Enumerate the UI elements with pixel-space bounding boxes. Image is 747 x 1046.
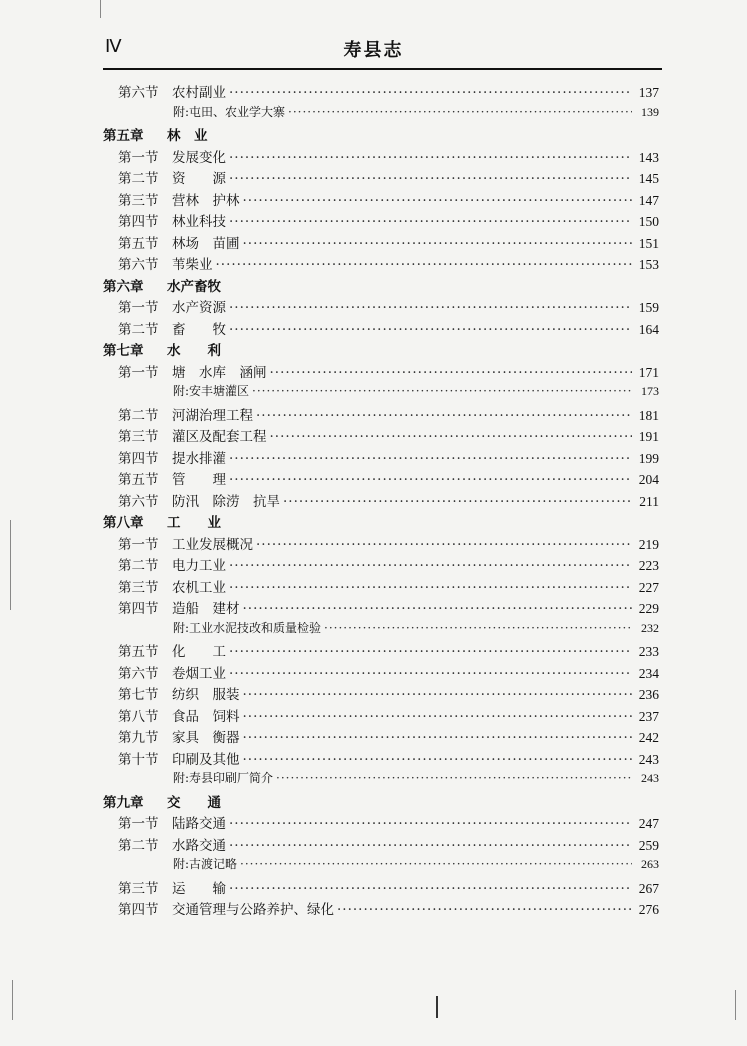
toc-page: 204 — [638, 472, 659, 487]
toc-page: 234 — [638, 665, 659, 681]
toc-number: 第十节 — [118, 751, 159, 768]
toc-page: 150 — [638, 214, 659, 229]
toc-number: 第二节 — [118, 407, 159, 424]
toc-title: 交通管理与公路养护、绿化 — [172, 902, 334, 918]
toc-page: 236 — [638, 687, 659, 702]
toc-chapter — [103, 339, 659, 361]
toc-title: 河湖治理工程 — [172, 407, 253, 424]
toc-chapter — [103, 275, 659, 297]
toc-number: 第九章 — [103, 794, 144, 811]
scan-mark-left-bottom — [12, 980, 13, 1020]
dot-leader — [229, 322, 632, 338]
toc-title: 造船 建材 — [172, 601, 240, 617]
toc-section — [103, 146, 659, 168]
toc-section — [103, 404, 659, 426]
scan-mark-left — [10, 520, 11, 610]
toc-section — [103, 834, 659, 856]
toc-page: 137 — [638, 85, 659, 100]
toc-page: 153 — [638, 257, 659, 272]
toc-title: 陆路交通 — [172, 816, 226, 832]
dot-leader — [270, 429, 633, 445]
toc-section — [103, 167, 659, 189]
toc-number: 第六节 — [118, 665, 159, 682]
toc-number: 第六节 — [118, 493, 159, 510]
toc-section — [103, 597, 659, 619]
toc-section — [103, 296, 659, 318]
dot-leader — [283, 494, 632, 510]
toc-number: 第九节 — [118, 730, 159, 746]
toc-section — [103, 554, 659, 576]
toc-section — [103, 425, 659, 447]
toc-number: 第三节 — [118, 429, 159, 445]
dot-leader — [229, 214, 632, 230]
toc-title: 附:安丰塘灌区 — [173, 384, 250, 398]
toc-section — [103, 576, 659, 598]
toc-title: 林 业 — [167, 128, 208, 144]
toc-number: 第五节 — [118, 472, 159, 488]
dot-leader — [243, 601, 633, 617]
toc-page: 263 — [641, 857, 659, 871]
toc-title: 工 业 — [167, 515, 221, 531]
toc-title: 水产畜牧 — [167, 278, 221, 295]
toc-title: 运 输 — [172, 880, 226, 897]
toc-section — [103, 726, 659, 748]
toc-page: 242 — [638, 730, 659, 745]
toc-chapter — [103, 124, 659, 146]
toc-section — [103, 705, 659, 727]
toc-number: 第三节 — [118, 880, 159, 897]
toc-number: 第八章 — [103, 515, 144, 531]
dot-leader — [256, 408, 632, 424]
toc-page: 243 — [641, 771, 659, 785]
dot-leader — [229, 580, 632, 596]
toc-title: 电力工业 — [172, 558, 226, 574]
scan-mark-bottom — [436, 996, 438, 1018]
toc-title: 水路交通 — [172, 837, 226, 854]
dot-leader — [276, 771, 632, 785]
toc-page: 164 — [638, 321, 659, 337]
toc-section — [103, 898, 659, 920]
toc-page: 232 — [641, 620, 659, 635]
table-of-contents — [103, 81, 659, 920]
toc-number: 第一节 — [118, 536, 159, 553]
toc-page: 237 — [638, 708, 659, 724]
toc-number: 第三节 — [118, 579, 159, 596]
toc-title: 家具 衡器 — [172, 730, 240, 746]
toc-section — [103, 210, 659, 232]
toc-page: 151 — [638, 235, 659, 251]
page-number: Ⅳ — [105, 36, 122, 56]
toc-title: 附:寿县印刷厂简介 — [173, 771, 274, 785]
toc-number: 第三节 — [118, 192, 159, 209]
toc-title: 防汛 除涝 抗旱 — [172, 493, 280, 510]
toc-number: 第四节 — [118, 450, 159, 467]
toc-section — [103, 662, 659, 684]
dot-leader — [252, 384, 632, 398]
toc-number: 第一节 — [118, 149, 159, 166]
dot-leader — [288, 105, 632, 119]
toc-number: 第一节 — [118, 364, 159, 381]
dot-leader — [229, 666, 632, 682]
header-rule — [103, 68, 662, 70]
toc-number: 第五章 — [103, 128, 144, 144]
toc-title: 交 通 — [167, 794, 221, 811]
toc-number: 第六节 — [118, 257, 159, 273]
toc-number: 第一节 — [118, 300, 159, 316]
dot-leader — [229, 644, 632, 660]
dot-leader — [243, 752, 633, 768]
toc-page: 276 — [638, 902, 659, 917]
toc-number: 第四节 — [118, 214, 159, 230]
toc-title: 纺织 服装 — [172, 687, 240, 703]
toc-page: 173 — [641, 384, 659, 398]
toc-section — [103, 318, 659, 340]
toc-page: 229 — [638, 601, 659, 616]
toc-title: 附:古渡记略 — [173, 857, 238, 871]
dot-leader — [216, 257, 633, 273]
dot-leader — [243, 687, 633, 703]
dot-leader — [243, 193, 633, 209]
toc-appendix — [103, 855, 659, 877]
toc-page: 247 — [638, 816, 659, 831]
toc-section — [103, 361, 659, 383]
toc-section — [103, 447, 659, 469]
toc-section — [103, 683, 659, 705]
dot-leader — [229, 451, 632, 467]
dot-leader — [229, 558, 632, 574]
dot-leader — [229, 816, 632, 832]
toc-section — [103, 232, 659, 254]
toc-title: 林场 苗圃 — [172, 235, 240, 252]
dot-leader — [324, 621, 632, 635]
toc-appendix — [103, 103, 659, 125]
toc-title: 印刷及其他 — [172, 751, 240, 768]
dot-leader — [229, 85, 632, 101]
toc-title: 卷烟工业 — [172, 665, 226, 682]
toc-number: 第一节 — [118, 816, 159, 832]
dot-leader — [243, 236, 633, 252]
toc-title: 化 工 — [172, 644, 226, 660]
toc-page: 191 — [638, 429, 659, 444]
toc-number: 第二节 — [118, 558, 159, 574]
toc-number: 第四节 — [118, 601, 159, 617]
toc-page: 223 — [638, 558, 659, 573]
toc-page: 227 — [638, 579, 659, 595]
toc-title: 畜 牧 — [172, 321, 226, 338]
toc-title: 灌区及配套工程 — [172, 429, 267, 445]
toc-title: 发展变化 — [172, 149, 226, 166]
toc-page: 219 — [638, 536, 659, 552]
toc-number: 第五节 — [118, 235, 159, 252]
book-title: 寿县志 — [343, 40, 404, 61]
dot-leader — [229, 171, 632, 187]
toc-number: 第二节 — [118, 837, 159, 854]
toc-appendix — [103, 382, 659, 404]
toc-page: 267 — [638, 880, 659, 896]
toc-title: 苇柴业 — [172, 257, 213, 273]
toc-title: 水产资源 — [172, 300, 226, 316]
toc-chapter — [103, 791, 659, 813]
dot-leader — [243, 730, 633, 746]
dot-leader — [270, 365, 633, 381]
toc-appendix — [103, 619, 659, 641]
toc-number: 第二节 — [118, 171, 159, 187]
scan-mark-top — [100, 0, 101, 18]
dot-leader — [243, 709, 633, 725]
toc-section — [103, 640, 659, 662]
toc-title: 工业发展概况 — [172, 536, 253, 553]
toc-title: 管 理 — [172, 472, 226, 488]
dot-leader — [256, 537, 632, 553]
dot-leader — [240, 857, 632, 871]
toc-number: 第四节 — [118, 902, 159, 918]
toc-page: 181 — [638, 407, 659, 423]
toc-number: 第七章 — [103, 343, 144, 359]
dot-leader — [229, 838, 632, 854]
toc-title: 提水排灌 — [172, 450, 226, 467]
toc-number: 第五节 — [118, 644, 159, 660]
toc-number: 第六节 — [118, 85, 159, 101]
toc-section — [103, 812, 659, 834]
toc-title: 资 源 — [172, 171, 226, 187]
toc-section — [103, 468, 659, 490]
toc-section — [103, 877, 659, 899]
dot-leader — [229, 881, 632, 897]
dot-leader — [229, 150, 632, 166]
toc-page: 139 — [641, 104, 659, 119]
toc-title: 营林 护林 — [172, 192, 240, 209]
toc-title: 塘 水库 涵闸 — [172, 364, 267, 381]
toc-title: 附:屯田、农业学大寨 — [173, 104, 286, 119]
dot-leader — [229, 300, 632, 316]
toc-section — [103, 81, 659, 103]
toc-section — [103, 533, 659, 555]
toc-title: 农机工业 — [172, 579, 226, 596]
toc-section — [103, 490, 659, 512]
toc-number: 第二节 — [118, 321, 159, 338]
toc-chapter — [103, 511, 659, 533]
scan-mark-right — [735, 990, 736, 1020]
toc-page: 147 — [638, 192, 659, 208]
toc-title: 附:工业水泥技改和质量检验 — [173, 620, 322, 635]
toc-section — [103, 253, 659, 275]
toc-page: 199 — [638, 450, 659, 466]
toc-page: 233 — [638, 644, 659, 659]
toc-number: 第七节 — [118, 687, 159, 703]
toc-section — [103, 748, 659, 770]
toc-section — [103, 189, 659, 211]
toc-number: 第六章 — [103, 278, 144, 295]
toc-page: 143 — [638, 149, 659, 165]
toc-number: 第八节 — [118, 708, 159, 725]
dot-leader — [229, 472, 632, 488]
toc-page: 243 — [638, 751, 659, 767]
toc-title: 林业科技 — [172, 214, 226, 230]
toc-page: 259 — [638, 837, 659, 853]
dot-leader — [337, 902, 632, 918]
toc-page: 171 — [638, 364, 659, 380]
toc-page: 159 — [638, 300, 659, 315]
toc-title: 水 利 — [167, 343, 221, 359]
toc-title: 食品 饲料 — [172, 708, 240, 725]
toc-appendix — [103, 769, 659, 791]
toc-page: 145 — [638, 171, 659, 186]
toc-title: 农村副业 — [172, 85, 226, 101]
toc-page: 211 — [639, 493, 659, 509]
